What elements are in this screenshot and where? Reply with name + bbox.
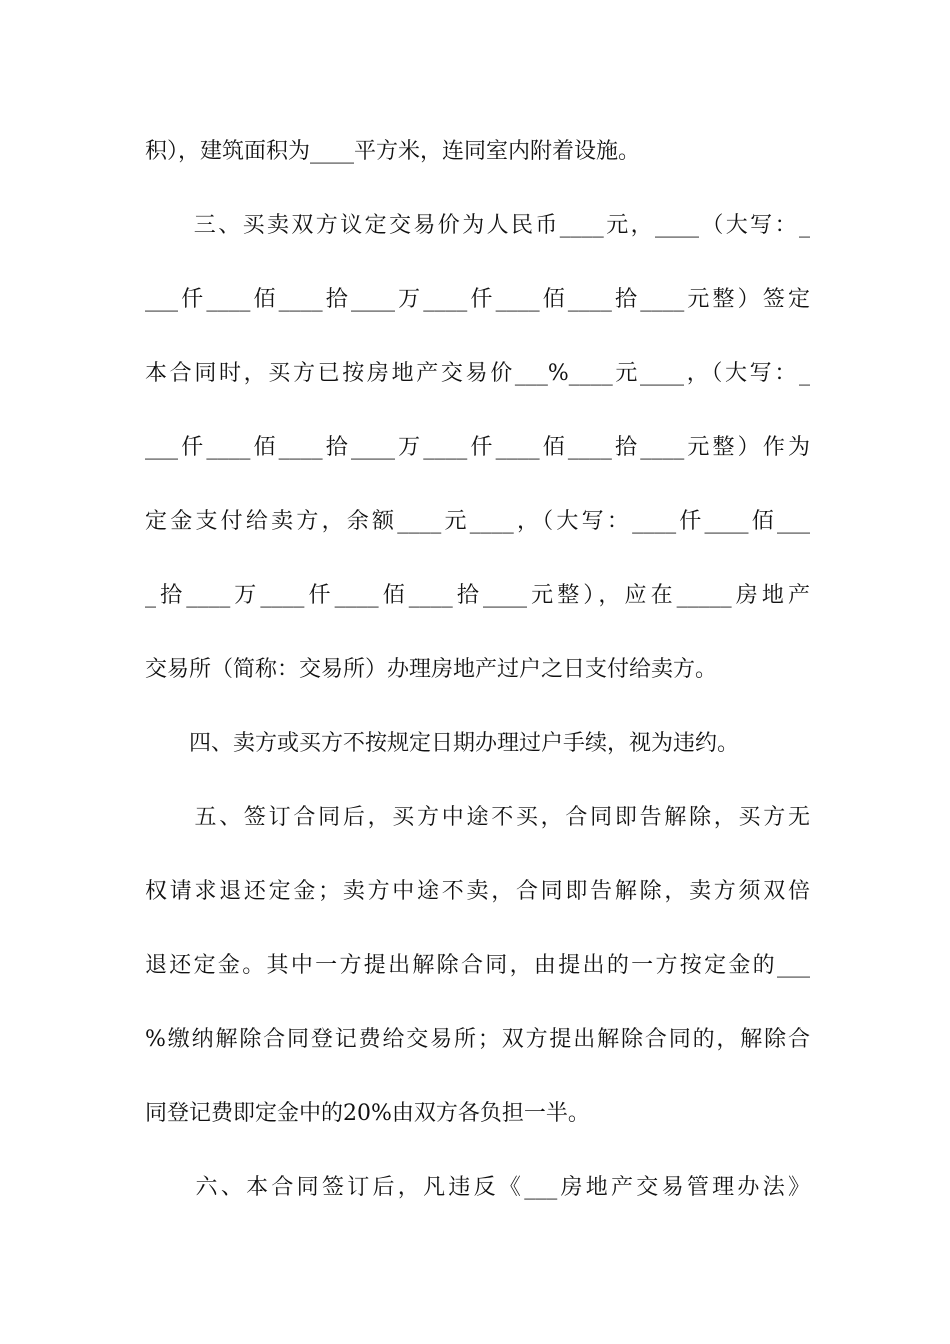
text-line: 权请求退还定金；卖方中途不卖，合同即告解除，卖方须双倍 — [145, 879, 810, 904]
text-line: %缴纳解除合同登记费给交易所；双方提出解除合同的，解除合 — [145, 1027, 810, 1052]
text-line: ___仟____佰____拾____万____仟____佰____拾____元整）作为 — [145, 435, 810, 460]
text-line: 积），建筑面积为____平方米，连同室内附着设施。 — [145, 139, 641, 164]
text-line: 同登记费即定金中的20%由双方各负担一半。 — [145, 1101, 590, 1126]
text-line: 本合同时，买方已按房地产交易价___%____元____，（大写：_ — [145, 361, 810, 386]
text-line: 交易所（简称：交易所）办理房地产过户之日支付给卖方。 — [145, 657, 718, 682]
text-line: 定金支付给卖方，余额____元____，（大写：____仟____佰___ — [145, 509, 810, 534]
text-line: _拾____万____仟____佰____拾____元整），应在_____房地产 — [145, 583, 810, 608]
text-line: 六、本合同签订后，凡违反《___房地产交易管理办法》 — [145, 1175, 810, 1200]
text-line: 三、买卖双方议定交易价为人民币____元，____（大写：_ — [145, 213, 810, 238]
text-line: 四、卖方或买方不按规定日期办理过户手续，视为违约。 — [145, 731, 740, 756]
text-line: 退还定金。其中一方提出解除合同，由提出的一方按定金的___ — [145, 953, 810, 978]
text-line: ___仟____佰____拾____万____仟____佰____拾____元整）签定 — [145, 287, 810, 312]
text-line: 五、签订合同后，买方中途不买，合同即告解除，买方无 — [145, 805, 810, 830]
